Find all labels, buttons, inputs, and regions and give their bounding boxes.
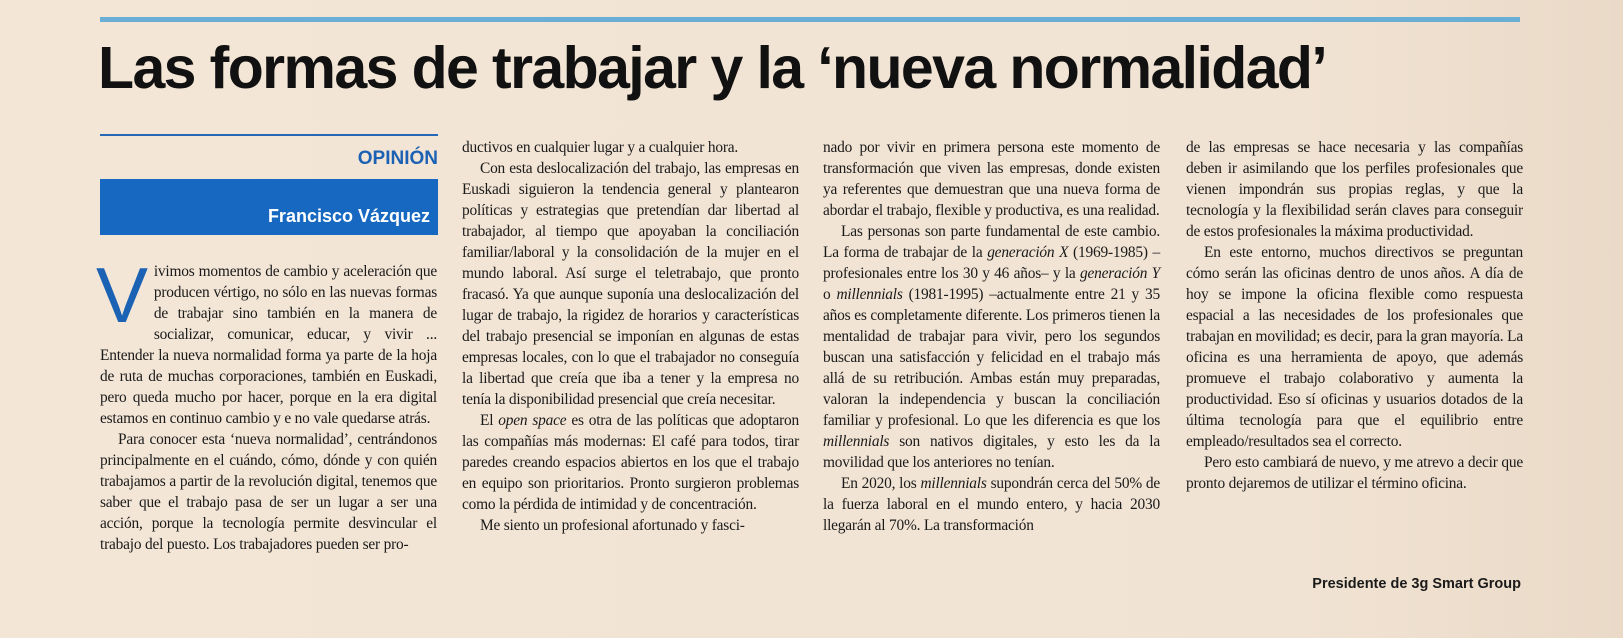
- column-2: [462, 137, 799, 536]
- drop-cap: V: [96, 251, 148, 339]
- paragraph: [823, 221, 1160, 473]
- column-1: [96, 251, 437, 555]
- column-3: [823, 137, 1160, 536]
- emphasis-text: open space: [498, 412, 567, 429]
- headline: Las formas de trabajar y la ‘nueva normalidad’: [98, 35, 1327, 101]
- paragraph-text: En 2020, los: [841, 475, 921, 492]
- author-name: Francisco Vázquez: [267, 206, 430, 226]
- top-rule: [100, 17, 1520, 22]
- paragraph: Me siento un profesional afortunado y fasci-: [480, 517, 745, 534]
- emphasis-text: generación Y: [1079, 265, 1160, 282]
- paragraph: Para conocer esta ‘nueva normalidad’, centrándonos principalmente en el cuándo, cómo, dónde y con quién trabajamos a partir de la revolución digital, tenemos que saber que el trabajo pasa de ser un lugar a ser una acción, porque la tecnología permite desvincular el trabajo del puesto. Los trabajadores pueden ser pro-: [100, 431, 437, 553]
- byline-rule: [100, 134, 438, 136]
- paragraph: En este entorno, muchos directivos se preguntan cómo serán las oficinas dentro de unos años. A día de hoy se impone la oficina flexible como respuesta espacial a las necesidades de los profesionales que trabajan en movilidad; es decir, para la gran mayoría. La oficina es una herramienta de apoyo, que además promueve el trabajo colaborativo y aumenta la productividad. Eso sí oficinas y usuarios dotados de la última tecnología para que el equilibrio entre empleado/resultados sea el correcto.: [1186, 244, 1523, 450]
- paragraph-text: son nativos digitales, y esto les da la movilidad que los anteriores no tenían.: [823, 433, 1160, 471]
- emphasis-text: millennials: [836, 286, 903, 303]
- paragraph-text: El: [480, 412, 499, 429]
- paragraph: nado por vivir en primera persona este momento de transformación que viven las empresas, donde existen ya referentes que demuestran que una nueva forma de abordar el trabajo, flexible y productiva, es una realidad.: [823, 139, 1160, 219]
- paragraph: [462, 410, 799, 515]
- paragraph-text: ivimos momentos de cambio y aceleración que producen vértigo, no sólo en las nuevas formas de trabajar sino también en la manera de socializar, comunicar, educar, y vivir ... Entender la nueva normalidad forma ya parte de la hoja de ruta de muchas corporaciones, también en Euskadi, pero queda mucho por hacer, porque en la era digital estamos en continuo cambio y e no vale quedarse atrás.: [100, 263, 437, 427]
- paragraph: ductivos en cualquier lugar y a cualquier hora.: [462, 139, 739, 156]
- paragraph-text: (1981-1995) –actualmente entre 21 y 35 años es completamente diferente. Los primeros tienen la mentalidad de trabajar para vivir, pero los segundos buscan una satisfacción y felicidad en el trabajo más allá de su retribución. Ambas están muy preparadas, valoran la independencia y buscan la conciliación familiar y profesional. Lo que les diferencia es que los: [823, 286, 1160, 429]
- emphasis-text: generación X: [987, 244, 1069, 261]
- paragraph-text: supondrán cerca del 50% de la fuerza laboral en el mundo entero, y hacia 2030 llegarán al 70%. La transformación: [823, 475, 1160, 534]
- paragraph: de las empresas se hace necesaria y las compañías deben ir asimilando que los perfiles profesionales que vienen impondrán sus propias reglas, y que la tecnología y la flexibilidad serán claves para conseguir de estos profesionales la máxima productividad.: [1186, 139, 1523, 240]
- paragraph-text: (1969-1985) – profesionales entre los 30 y 46 años– y la: [823, 244, 1160, 282]
- emphasis-text: millennials: [920, 475, 987, 492]
- section-label: OPINIÓN: [357, 148, 438, 169]
- paragraph: [96, 251, 437, 429]
- paragraph: Pero esto cambiará de nuevo, y me atrevo a decir que pronto dejaremos de utilizar el término oficina.: [1186, 454, 1523, 492]
- author-bar: [100, 179, 438, 235]
- paragraph: [823, 473, 1160, 536]
- byline-box: [100, 134, 438, 235]
- paragraph-text: es otra de las políticas que adoptaron las compañías más modernas: El café para todos, tirar paredes creando espacios abiertos en los que el trabajo en equipo son prioritarios. Pronto surgieron problemas como la pérdida de intimidad y de concentración.: [462, 412, 799, 513]
- column-4: [1186, 137, 1523, 494]
- paragraph-text: Las personas son parte fundamental de este cambio. La forma de trabajar de la: [823, 223, 1160, 261]
- author-credit: Presidente de 3g Smart Group: [1312, 576, 1521, 592]
- paragraph: Con esta deslocalización del trabajo, las empresas en Euskadi siguieron la tendencia general y plantearon políticas y estrategias que pretendían dar libertad al trabajador, al tiempo que apoyaban la conciliación familiar/laboral y la consolidación de la mujer en el mundo laboral. Así surge el teletrabajo, que pronto fracasó. Ya que aunque suponía una deslocalización del lugar de trabajo, la rigidez de horarios y características del trabajo presencial se imponían en algunas de estas empresas locales, con lo que el trabajador no conseguía la libertad que creía que iba a tener y la empresa no tenía la disponibilidad presencial que creía necesitar.: [462, 160, 799, 408]
- paragraph-text: o: [823, 286, 837, 303]
- emphasis-text: millennials: [823, 433, 890, 450]
